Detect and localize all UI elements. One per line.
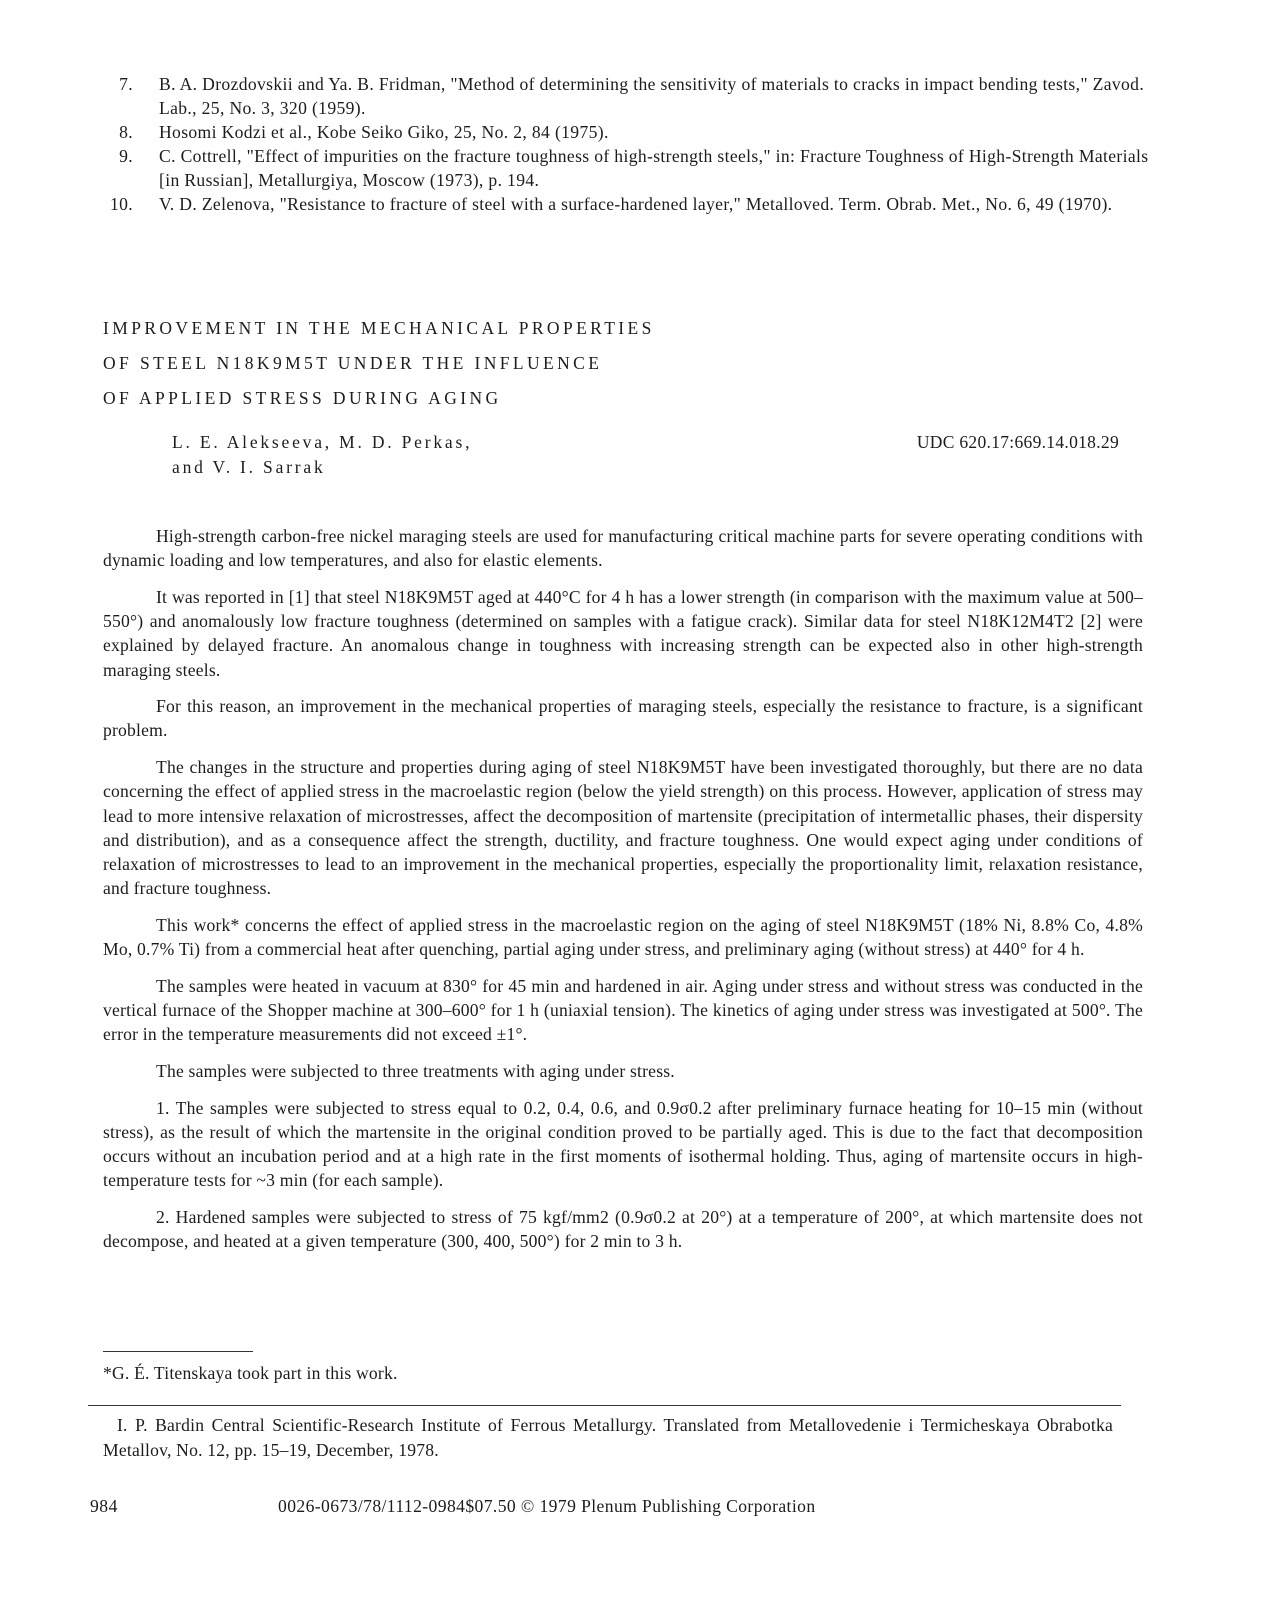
body-paragraph: For this reason, an improvement in the mechanical properties of maraging steels, especially the resistance to fracture, is a significant problem. <box>103 696 1143 741</box>
affiliation-note: I. P. Bardin Central Scientific-Research Institute of Ferrous Metallurgy. Translated from Metallovedenie i Termicheskaya Obrabotka Metallov, No. 12, pp. 15–19, December, 1978. <box>103 1415 1113 1460</box>
title-line: OF STEEL N18K9M5T UNDER THE INFLUENCE <box>103 353 603 373</box>
body-paragraph: This work* concerns the effect of applied stress in the macroelastic region on the aging of steel N18K9M5T (18% Ni, 8.8% Co, 4.8% Mo, 0.7% Ti) from a commercial heat after quenching, partial aging under stress, and preliminary aging (without stress) at 440° for 4 h. <box>103 914 1143 960</box>
affiliation-divider <box>88 1405 1121 1406</box>
body-paragraph: 1. The samples were subjected to stress equal to 0.2, 0.4, 0.6, and 0.9σ0.2 after preliminary furnace heating for 10–15 min (without stress), as the result of which the martensite in the original condition proved to be partially aged. This is due to the fact that decomposition occurs without an incubation period and at a high rate in the first moments of isothermal holding. Thus, aging of martensite occurs in high-temperature tests for ~3 min (for each sample). <box>103 1097 1143 1191</box>
body-paragraph: The changes in the structure and properties during aging of steel N18K9M5T have been investigated thoroughly, but there are no data concerning the effect of applied stress in the macroelastic region (below the yield strength) on this process. However, application of stress may lead to more intensive relaxation of microstresses, affect the decomposition of martensite (precipitation of intermetallic phases, their dispersity and distribution), and as a consequence affect the strength, ductility, and fracture toughness. One would expect aging under conditions of relaxation of microstresses to lead to an improvement in the mechanical properties, especially the proportionality limit, relaxation resistance, and fracture toughness. <box>103 757 1143 899</box>
title-line: IMPROVEMENT IN THE MECHANICAL PROPERTIES <box>103 318 655 338</box>
author-list <box>172 430 472 480</box>
reference-item <box>103 192 1163 216</box>
reference-item <box>103 120 1163 144</box>
reference-number: 8. <box>119 122 133 142</box>
reference-item <box>103 72 1163 120</box>
body-paragraph: 2. Hardened samples were subjected to stress of 75 kgf/mm2 (0.9σ0.2 at 20°) at a temperature of 200°, at which martensite does not decompose, and heated at a given temperature (300, 400, 500°) for 2 min to 3 h. <box>103 1206 1143 1252</box>
reference-number: 10. <box>109 194 133 214</box>
udc-code: UDC 620.17:669.14.018.29 <box>916 432 1119 452</box>
copyright-line: 0026-0673/78/1112-0984$07.50 © 1979 Plenum Publishing Corporation <box>278 1496 816 1516</box>
reference-list <box>103 72 1163 216</box>
body-paragraph: It was reported in [1] that steel N18K9M5T aged at 440°C for 4 h has a lower strength (in comparison with the maximum value at 500–550°) and anomalously low fracture toughness (determined on samples with a fatigue crack). Similar data for steel N18K12M4T2 [2] were explained by delayed fracture. An anomalous change in toughness with increasing strength can be expected also in other high-strength maraging steels. <box>103 586 1143 680</box>
footnote: *G. É. Titenskaya took part in this work. <box>103 1363 398 1383</box>
reference-number: 7. <box>119 74 133 94</box>
reference-number: 9. <box>119 146 133 166</box>
body-paragraph: High-strength carbon-free nickel maraging steels are used for manufacturing critical machine parts for severe operating conditions with dynamic loading and low temperatures, and also for elastic elements. <box>103 526 1143 571</box>
page-number: 984 <box>90 1496 118 1516</box>
footnote-divider <box>103 1351 253 1352</box>
author-line: and V. I. Sarrak <box>172 457 326 477</box>
article-title <box>103 311 903 416</box>
author-line: L. E. Alekseeva, M. D. Perkas, <box>172 432 473 452</box>
article-body <box>103 524 1143 1266</box>
reference-text: C. Cottrell, "Effect of impurities on the fracture toughness of high-strength steels," in: Fracture Toughness of High-Strength Materials [in Russian], Metallurgiya, Moscow (1973), p. 194. <box>159 146 1149 190</box>
title-line: OF APPLIED STRESS DURING AGING <box>103 388 502 408</box>
reference-text: V. D. Zelenova, "Resistance to fracture of steel with a surface-hardened layer," Metalloved. Term. Obrab. Met., No. 6, 49 (1970). <box>159 194 1113 214</box>
reference-item <box>103 144 1163 192</box>
body-paragraph: The samples were subjected to three treatments with aging under stress. <box>156 1060 675 1081</box>
reference-text: Hosomi Kodzi et al., Kobe Seiko Giko, 25, No. 2, 84 (1975). <box>159 122 609 142</box>
body-paragraph: The samples were heated in vacuum at 830° for 45 min and hardened in air. Aging under stress and without stress was conducted in the vertical furnace of the Shopper machine at 300–600° for 1 h (uniaxial tension). The kinetics of aging under stress was investigated at 500°. The error in the temperature measurements did not exceed ±1°. <box>103 975 1143 1045</box>
reference-text: B. A. Drozdovskii and Ya. B. Fridman, "Method of determining the sensitivity of materials to cracks in impact bending tests," Zavod. Lab., 25, No. 3, 320 (1959). <box>159 74 1145 118</box>
